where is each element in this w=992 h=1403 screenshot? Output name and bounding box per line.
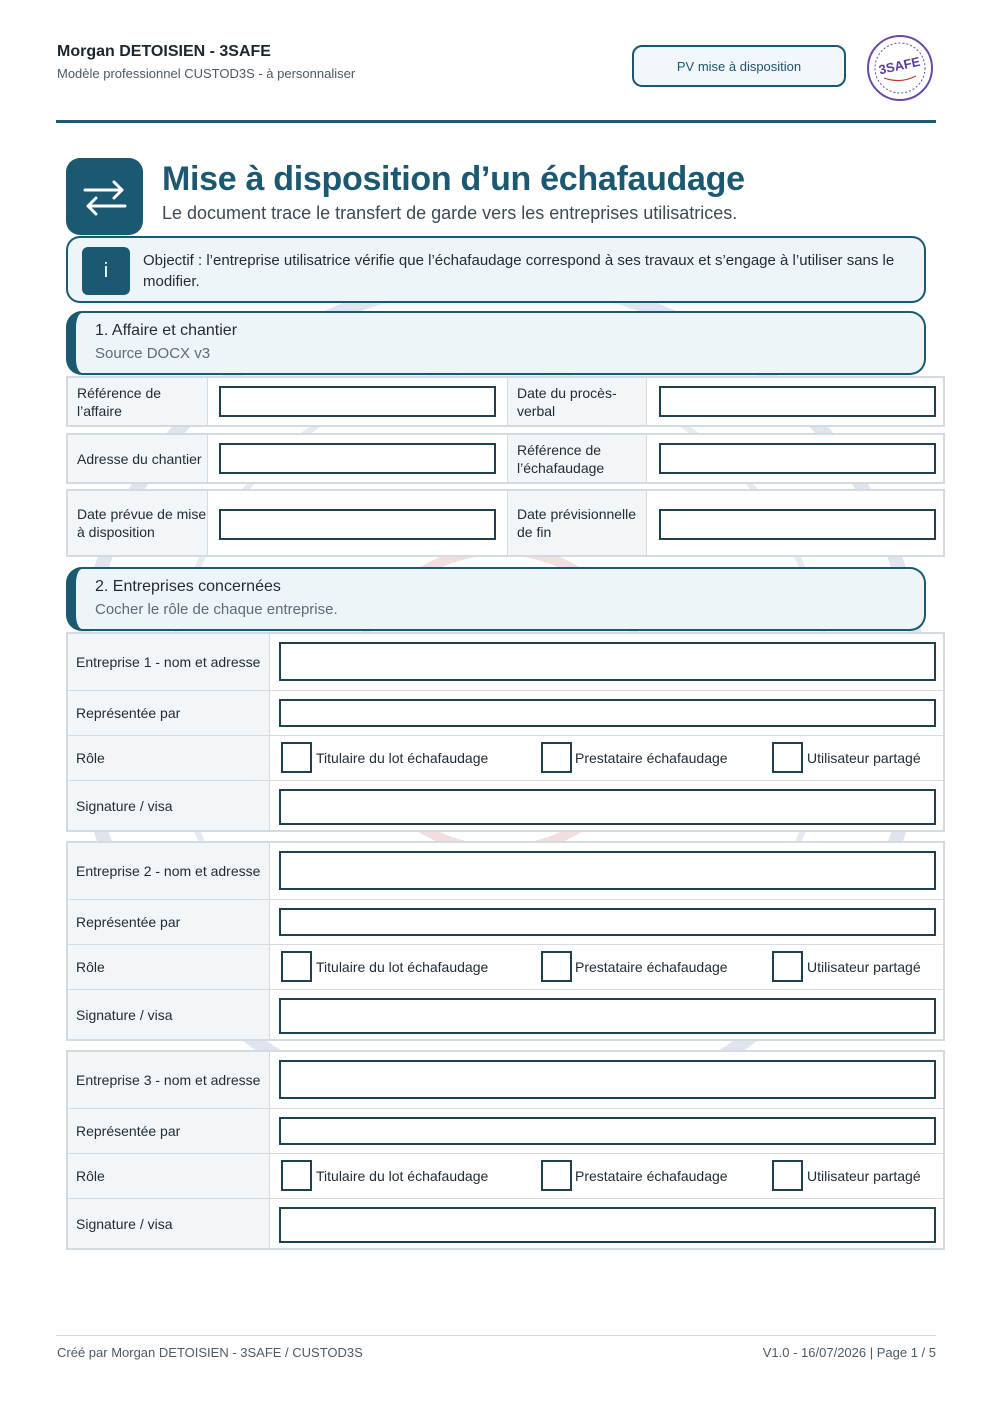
signature-row — [68, 1199, 943, 1248]
header-divider — [56, 120, 936, 123]
section-2-header — [66, 567, 926, 631]
objective-text: Objectif : l’entreprise utilisatrice vérifie que l’échafaudage correspond à ses travaux et s’engage à l’utiliser sans le modifier. — [143, 252, 895, 290]
role-checkbox-shared-user[interactable] — [772, 742, 803, 773]
company-2-signature-input[interactable] — [279, 998, 936, 1034]
company-1-block — [66, 632, 945, 832]
role-checkbox-provider[interactable] — [541, 951, 572, 982]
field-label: Signature / visa — [68, 1199, 270, 1248]
company-1-signature-input[interactable] — [279, 789, 936, 825]
company-3-name-input[interactable] — [279, 1060, 936, 1099]
role-checkbox-provider[interactable] — [541, 1160, 572, 1191]
company-3-signature-input[interactable] — [279, 1207, 936, 1243]
site-address-input[interactable] — [219, 443, 496, 474]
role-option-label: Utilisateur partagé — [807, 1168, 921, 1184]
role-row — [68, 736, 943, 781]
role-option-label: Utilisateur partagé — [807, 959, 921, 975]
role-option-label: Titulaire du lot échafaudage — [316, 959, 489, 975]
field-label: Représentée par — [68, 1109, 270, 1153]
role-option-label: Prestataire échafaudage — [575, 959, 728, 975]
document-type-badge: PV mise à disposition — [632, 45, 846, 87]
field-label: Date prévisionnelle de fin — [507, 491, 647, 555]
signature-row — [68, 990, 943, 1039]
footer-divider — [56, 1335, 936, 1336]
field-label: Représentée par — [68, 691, 270, 735]
section-2-subtitle: Cocher le rôle de chaque entreprise. — [95, 601, 338, 618]
field-label: Entreprise 3 - nom et adresse — [68, 1052, 270, 1108]
role-row — [68, 945, 943, 990]
section-2-title: 2. Entreprises concernées — [95, 578, 281, 595]
field-label: Entreprise 1 - nom et adresse — [68, 634, 270, 690]
field-label: Représentée par — [68, 900, 270, 944]
role-option-label: Titulaire du lot échafaudage — [316, 1168, 489, 1184]
page-title: Mise à disposition d’un échafaudage — [162, 160, 745, 198]
company-2-block — [66, 841, 945, 1041]
field-label: Référence de l’échafaudage — [507, 435, 647, 482]
affair-reference-input[interactable] — [219, 386, 496, 417]
company-3-representative-input[interactable] — [279, 1117, 936, 1145]
page-description: Le document trace le transfert de garde vers les entreprises utilisatrices. — [162, 203, 738, 223]
field-label: Date du procès-verbal — [507, 378, 647, 425]
company-name-row — [68, 1052, 943, 1109]
section-1-header — [66, 311, 926, 375]
3safe-logo — [864, 34, 936, 102]
signature-row — [68, 781, 943, 830]
field-label: Rôle — [68, 736, 270, 780]
field-label: Entreprise 2 - nom et adresse — [68, 843, 270, 899]
field-label: Signature / visa — [68, 781, 270, 830]
role-checkbox-shared-user[interactable] — [772, 1160, 803, 1191]
role-checkbox-lot-holder[interactable] — [281, 951, 312, 982]
role-option-label: Prestataire échafaudage — [575, 1168, 728, 1184]
role-option-label: Titulaire du lot échafaudage — [316, 750, 489, 766]
planned-end-date-input[interactable] — [659, 509, 936, 540]
field-label: Adresse du chantier — [68, 435, 208, 482]
field-label: Rôle — [68, 945, 270, 989]
company-2-representative-input[interactable] — [279, 908, 936, 936]
field-label: Date prévue de mise à disposition — [68, 491, 208, 555]
role-row — [68, 1154, 943, 1199]
affair-row-3 — [66, 489, 945, 557]
role-checkbox-lot-holder[interactable] — [281, 742, 312, 773]
transfer-arrows-icon — [66, 158, 143, 235]
affair-row-1 — [66, 376, 945, 427]
role-option-label: Prestataire échafaudage — [575, 750, 728, 766]
role-checkbox-lot-holder[interactable] — [281, 1160, 312, 1191]
header-author: Morgan DETOISIEN - 3SAFE — [57, 43, 271, 60]
company-name-row — [68, 843, 943, 900]
represented-row — [68, 1109, 943, 1154]
header-subtitle: Modèle professionnel CUSTOD3S - à personnaliser — [57, 66, 356, 81]
field-label: Signature / visa — [68, 990, 270, 1039]
company-3-block — [66, 1050, 945, 1250]
logo-text: 3SAFE — [877, 53, 922, 78]
represented-row — [68, 691, 943, 736]
report-date-input[interactable] — [659, 386, 936, 417]
role-option-label: Utilisateur partagé — [807, 750, 921, 766]
company-2-name-input[interactable] — [279, 851, 936, 890]
company-1-name-input[interactable] — [279, 642, 936, 681]
company-1-representative-input[interactable] — [279, 699, 936, 727]
field-label: Rôle — [68, 1154, 270, 1198]
objective-callout — [66, 236, 926, 303]
field-label: Référence de l’affaire — [68, 378, 208, 425]
planned-handover-date-input[interactable] — [219, 509, 496, 540]
section-1-title: 1. Affaire et chantier — [95, 322, 238, 339]
footer-version-page: V1.0 - 16/07/2026 | Page 1 / 5 — [762, 1345, 936, 1360]
footer-credit: Créé par Morgan DETOISIEN - 3SAFE / CUSTOD3S — [57, 1345, 363, 1360]
company-name-row — [68, 634, 943, 691]
affair-row-2 — [66, 433, 945, 484]
role-checkbox-provider[interactable] — [541, 742, 572, 773]
scaffold-reference-input[interactable] — [659, 443, 936, 474]
info-icon: i — [82, 247, 130, 295]
represented-row — [68, 900, 943, 945]
role-checkbox-shared-user[interactable] — [772, 951, 803, 982]
section-1-subtitle: Source DOCX v3 — [95, 345, 211, 362]
